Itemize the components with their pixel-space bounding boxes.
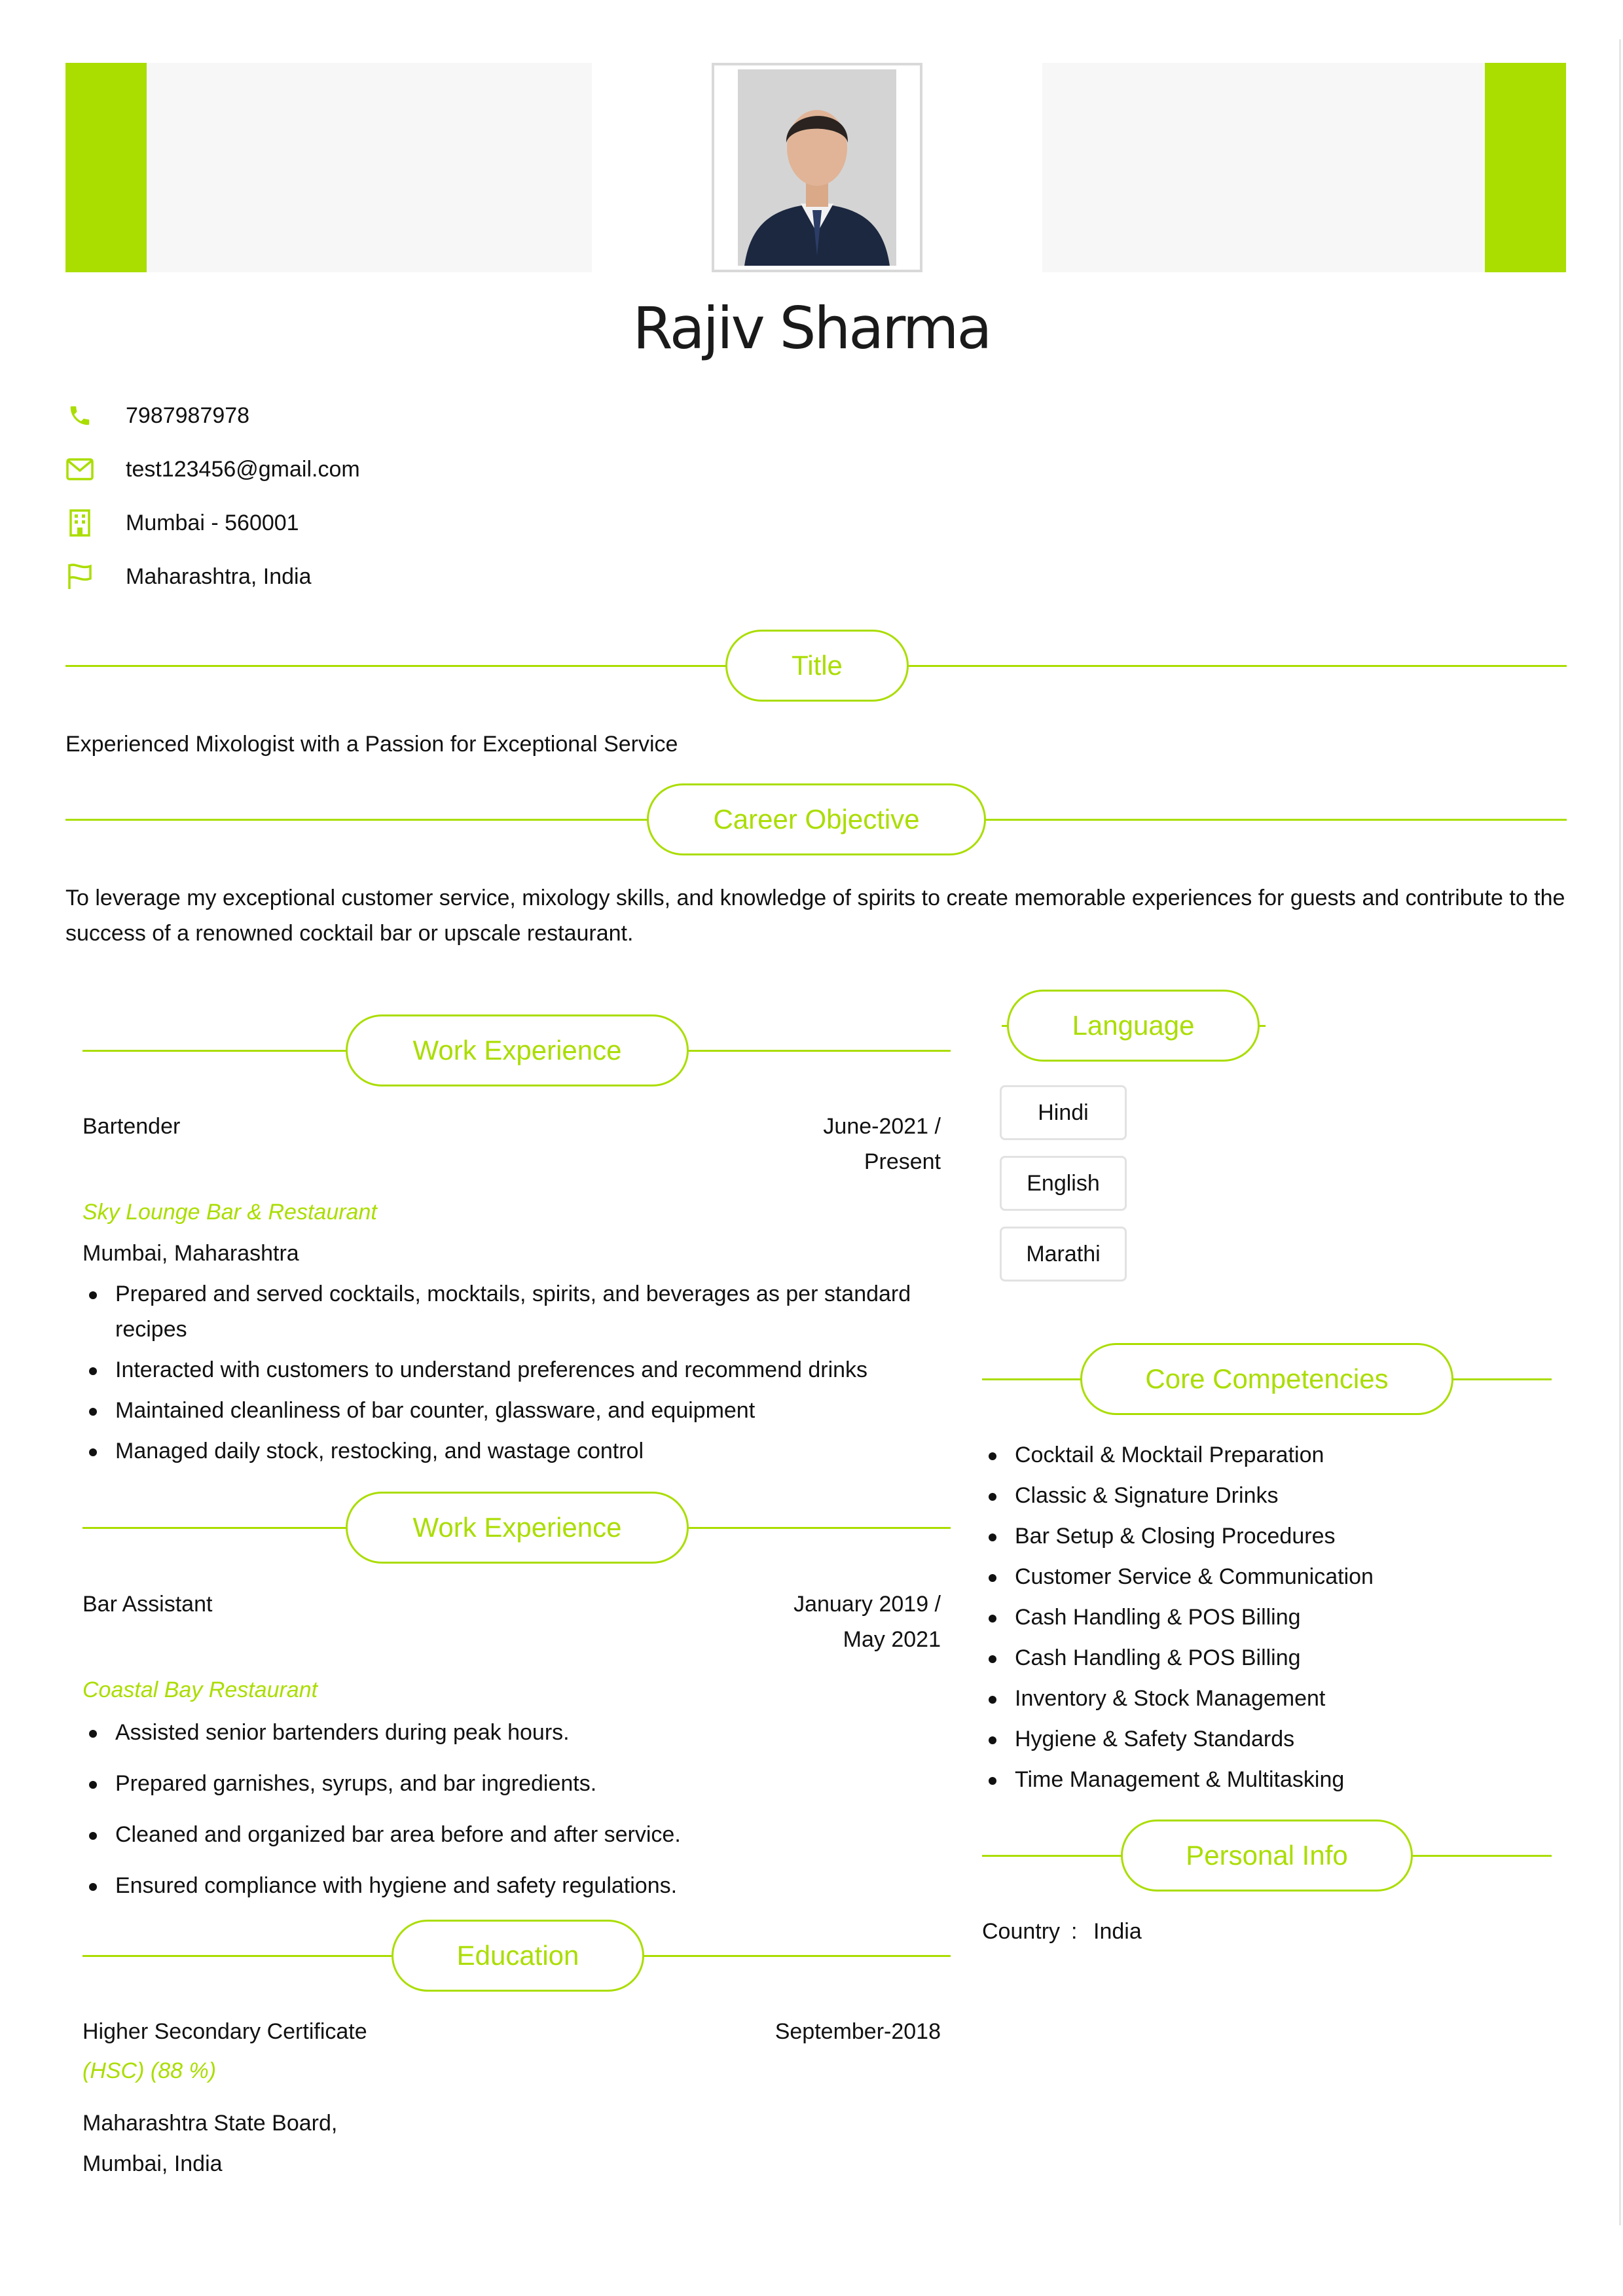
section-personal-label: Personal Info — [1121, 1820, 1413, 1892]
section-work-header-1 — [82, 1014, 951, 1086]
job-location-1: Mumbai, Maharashtra — [82, 1241, 299, 1266]
person-portrait-icon — [738, 69, 896, 266]
company-name-2: Coastal Bay Restaurant — [82, 1677, 318, 1702]
job-date-start-1: June-2021 / — [823, 1114, 941, 1139]
personal-country-value: India — [1093, 1919, 1142, 1944]
education-board: Maharashtra State Board, — [82, 2111, 338, 2136]
job-date-end-2: May 2021 — [843, 1627, 941, 1652]
list-item: Prepared garnishes, syrups, and bar ingredients. — [82, 1766, 940, 1801]
list-item: Time Management & Multitasking — [982, 1762, 1571, 1797]
job-role-1: Bartender — [82, 1114, 181, 1139]
list-item: Cash Handling & POS Billing — [982, 1600, 1571, 1635]
section-work-header-2 — [82, 1492, 951, 1564]
flag-icon — [65, 562, 94, 591]
education-place: Mumbai, India — [82, 2151, 223, 2176]
header-panel-left — [147, 63, 592, 272]
section-title-label: Title — [725, 630, 909, 702]
education-score: (HSC) (88 %) — [82, 2058, 217, 2083]
list-item: Assisted senior bartenders during peak hours. — [82, 1715, 940, 1750]
list-item: Cocktail & Mocktail Preparation — [982, 1437, 1571, 1473]
list-item: Ensured compliance with hygiene and safety regulations. — [82, 1868, 940, 1903]
objective-text: To leverage my exceptional customer service, mixology skills, and knowledge of spirits to create memorable experiences for guests and contribute to the success of a renowned cocktail bar or upscale restaurant. — [65, 886, 1565, 946]
mail-icon — [65, 455, 94, 484]
candidate-name: Rajiv Sharma — [632, 295, 991, 362]
header-panel-right — [1042, 63, 1487, 272]
education-degree: Higher Secondary Certificate — [82, 2019, 367, 2044]
list-item: Classic & Signature Drinks — [982, 1478, 1571, 1513]
header-accent-left — [65, 63, 147, 272]
job-date-end-1: Present — [864, 1149, 941, 1174]
list-item: Interacted with customers to understand preferences and recommend drinks — [82, 1352, 940, 1388]
education-date: September-2018 — [775, 2019, 941, 2044]
email-address[interactable]: test123456@gmail.com — [126, 456, 360, 482]
page-edge-divider — [1619, 39, 1621, 2225]
list-item: Bar Setup & Closing Procedures — [982, 1518, 1571, 1554]
section-objective-label: Career Objective — [647, 783, 986, 855]
job-role-2: Bar Assistant — [82, 1592, 213, 1617]
section-education-header — [82, 1920, 951, 1992]
list-item: Hygiene & Safety Standards — [982, 1721, 1571, 1757]
list-item: Prepared and served cocktails, mocktails, spirits, and beverages as per standard recipes — [82, 1276, 940, 1347]
section-work-label-2: Work Experience — [346, 1492, 689, 1564]
job-duties-list-2 — [82, 1715, 940, 1903]
language-chip-marathi: Marathi — [1000, 1227, 1127, 1282]
section-objective-header — [65, 783, 1567, 855]
company-name-1: Sky Lounge Bar & Restaurant — [82, 1200, 377, 1225]
section-title-header — [65, 630, 1567, 702]
section-work-label-1: Work Experience — [346, 1014, 689, 1086]
phone-number[interactable]: 7987987978 — [126, 403, 250, 428]
building-icon — [65, 509, 94, 537]
title-text: Experienced Mixologist with a Passion for Exceptional Service — [65, 732, 678, 757]
list-item: Cash Handling & POS Billing — [982, 1640, 1571, 1676]
section-education-label: Education — [392, 1920, 644, 1992]
personal-country-label: Country — [982, 1919, 1061, 1944]
section-competencies-label: Core Competencies — [1080, 1343, 1453, 1415]
contact-city-row — [65, 503, 299, 543]
job-duties-list-1 — [82, 1276, 940, 1469]
contact-email-row — [65, 450, 360, 489]
avatar — [738, 69, 896, 266]
list-item: Cleaned and organized bar area before and after service. — [82, 1817, 940, 1852]
contact-state-row — [65, 557, 312, 596]
header-accent-right — [1485, 63, 1566, 272]
state-country: Maharashtra, India — [126, 564, 312, 589]
language-chip-hindi: Hindi — [1000, 1085, 1127, 1140]
language-chip-english: English — [1000, 1156, 1127, 1211]
personal-separator: : — [1071, 1919, 1078, 1944]
phone-icon — [65, 401, 94, 430]
section-language-label: Language — [1007, 990, 1260, 1062]
list-item: Maintained cleanliness of bar counter, glassware, and equipment — [82, 1393, 940, 1428]
list-item: Customer Service & Communication — [982, 1559, 1571, 1594]
profile-photo-frame — [712, 63, 922, 272]
section-language-header — [1002, 990, 1266, 1062]
list-item: Managed daily stock, restocking, and wastage control — [82, 1433, 940, 1469]
section-competencies-header — [982, 1343, 1552, 1415]
city-pincode: Mumbai - 560001 — [126, 510, 299, 535]
job-date-start-2: January 2019 / — [793, 1592, 941, 1617]
contact-phone-row — [65, 396, 250, 435]
section-personal-header — [982, 1820, 1552, 1892]
list-item: Inventory & Stock Management — [982, 1681, 1571, 1716]
competencies-list — [982, 1437, 1571, 1797]
